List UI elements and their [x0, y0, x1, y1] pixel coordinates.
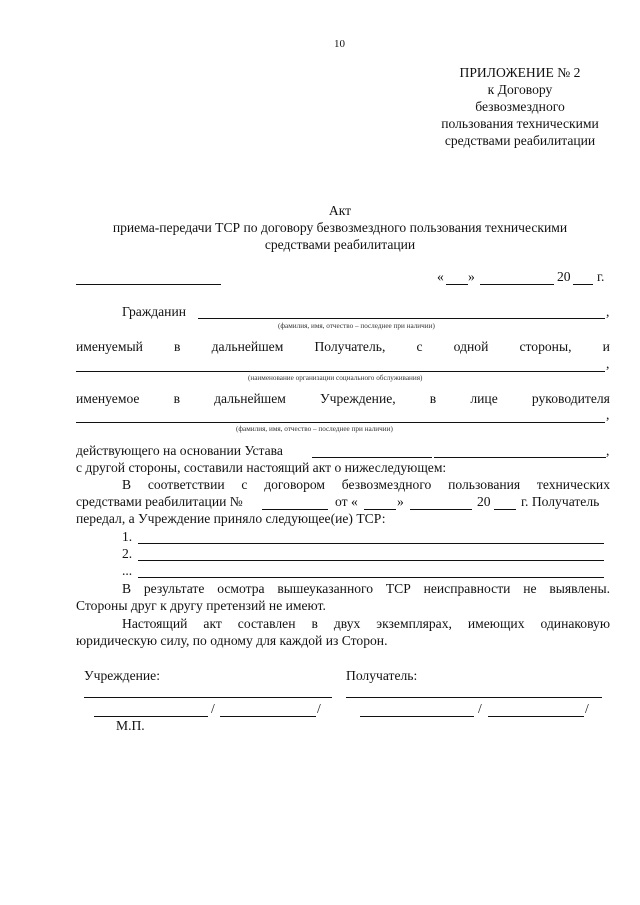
p2-line1: В результате осмотра вышеуказанного ТСР неисправности не выявлены. [122, 581, 610, 596]
act-title-line2: приема-передачи ТСР по договору безвозмездного пользования техническими [112, 220, 568, 235]
organization-hint: (наименование организации социального обслуживания) [248, 374, 423, 382]
word: в [429, 391, 437, 406]
p3-line2: юридическую силу, по одному для каждой из Сторон. [76, 633, 388, 648]
word: Учреждение, [320, 391, 396, 406]
word: дальнейшем [214, 391, 286, 406]
director-name-hint: (фамилия, имя, отчество – последнее при наличии) [236, 425, 393, 433]
word: лице [470, 391, 498, 406]
director-name-blank[interactable] [76, 422, 605, 423]
item-more-blank[interactable] [138, 577, 604, 578]
p1-line3: передал, а Учреждение приняло следующее(ие) ТСР: [76, 511, 386, 526]
word: руководителя [531, 391, 610, 406]
organization-blank[interactable] [76, 371, 605, 372]
p1-line2-b: от « [335, 494, 358, 509]
institution-signature-label: Учреждение: [84, 668, 160, 683]
date-year-suffix: г. [597, 269, 605, 284]
institution-name-blank[interactable] [84, 697, 332, 698]
other-side-text: с другой стороны, составили настоящий акт о нижеследующем: [76, 460, 447, 475]
p1-line1: В соответствии с договором безвозмездного пользования технических [122, 477, 610, 492]
act-title-line3: средствами реабилитации [264, 237, 416, 252]
director-comma: , [606, 407, 610, 422]
date-close-quote: » [468, 269, 475, 284]
recipient-slash-1: / [478, 701, 482, 716]
contract-number-blank[interactable] [262, 509, 328, 510]
institution-line [76, 391, 610, 407]
charter-blank-2[interactable] [434, 457, 606, 458]
organization-comma: , [606, 356, 610, 371]
word: стороны, [519, 339, 572, 354]
citizen-comma: , [606, 304, 610, 319]
appendix-line1: ПРИЛОЖЕНИЕ № 2 [459, 65, 581, 80]
appendix-line4: пользования техническими [441, 116, 599, 131]
institution-slash-2: / [317, 701, 321, 716]
p1-line2-c: » [397, 494, 404, 509]
p1-line2-d: 20 [477, 494, 491, 509]
item-1-blank[interactable] [138, 543, 604, 544]
institution-name-short-blank[interactable] [220, 716, 316, 717]
contract-year-blank[interactable] [494, 509, 516, 510]
word: Получатель, [314, 339, 386, 354]
citizen-name-hint: (фамилия, имя, отчество – последнее при наличии) [278, 322, 435, 330]
stamp-place: М.П. [116, 718, 145, 733]
appendix-block [420, 64, 620, 149]
recipient-slash-2: / [585, 701, 589, 716]
p3-line1: Настоящий акт составлен в двух экземплярах, имеющих одинаковую [122, 616, 610, 631]
p1-line2-e: г. Получатель [521, 494, 600, 509]
item-1-number: 1. [122, 529, 133, 544]
charter-comma: , [606, 443, 610, 458]
word: именуемый [76, 339, 143, 354]
institution-signature-blank[interactable] [94, 716, 208, 717]
institution-slash-1: / [211, 701, 215, 716]
contract-day-blank[interactable] [364, 509, 396, 510]
recipient-name-short-blank[interactable] [488, 716, 584, 717]
place-blank[interactable] [76, 284, 221, 285]
appendix-line3: безвозмездного [475, 99, 565, 114]
act-title-line1: Акт [328, 203, 352, 218]
item-more: ... [122, 563, 133, 578]
date-open-quote: « [437, 269, 444, 284]
recipient-name-blank[interactable] [346, 697, 602, 698]
date-month-blank[interactable] [480, 284, 554, 285]
date-year-prefix: 20 [557, 269, 571, 284]
p1-line2-a: средствами реабилитации № [76, 494, 243, 509]
appendix-line2: к Договору [487, 82, 553, 97]
recipient-signature-label: Получатель: [346, 668, 418, 683]
word: одной [453, 339, 489, 354]
act-title [60, 202, 620, 253]
page-number: 10 [334, 38, 345, 50]
citizen-name-blank[interactable] [198, 318, 605, 319]
recipient-line [76, 339, 610, 355]
item-2-blank[interactable] [138, 560, 604, 561]
word: именуемое [76, 391, 140, 406]
word: в [174, 339, 181, 354]
date-year-blank[interactable] [573, 284, 593, 285]
word: и [602, 339, 610, 354]
citizen-label: Гражданин [122, 304, 186, 319]
word: в [173, 391, 180, 406]
date-row [437, 269, 444, 285]
recipient-signature-blank[interactable] [360, 716, 474, 717]
appendix-line5: средствами реабилитации [444, 133, 596, 148]
charter-text: действующего на основании Устава [76, 443, 283, 458]
word: с [416, 339, 423, 354]
p2-line2: Стороны друг к другу претензий не имеют. [76, 598, 326, 613]
date-day-blank[interactable] [446, 284, 468, 285]
item-2-number: 2. [122, 546, 133, 561]
word: дальнейшем [211, 339, 284, 354]
charter-blank-1[interactable] [312, 457, 432, 458]
contract-month-blank[interactable] [410, 509, 472, 510]
